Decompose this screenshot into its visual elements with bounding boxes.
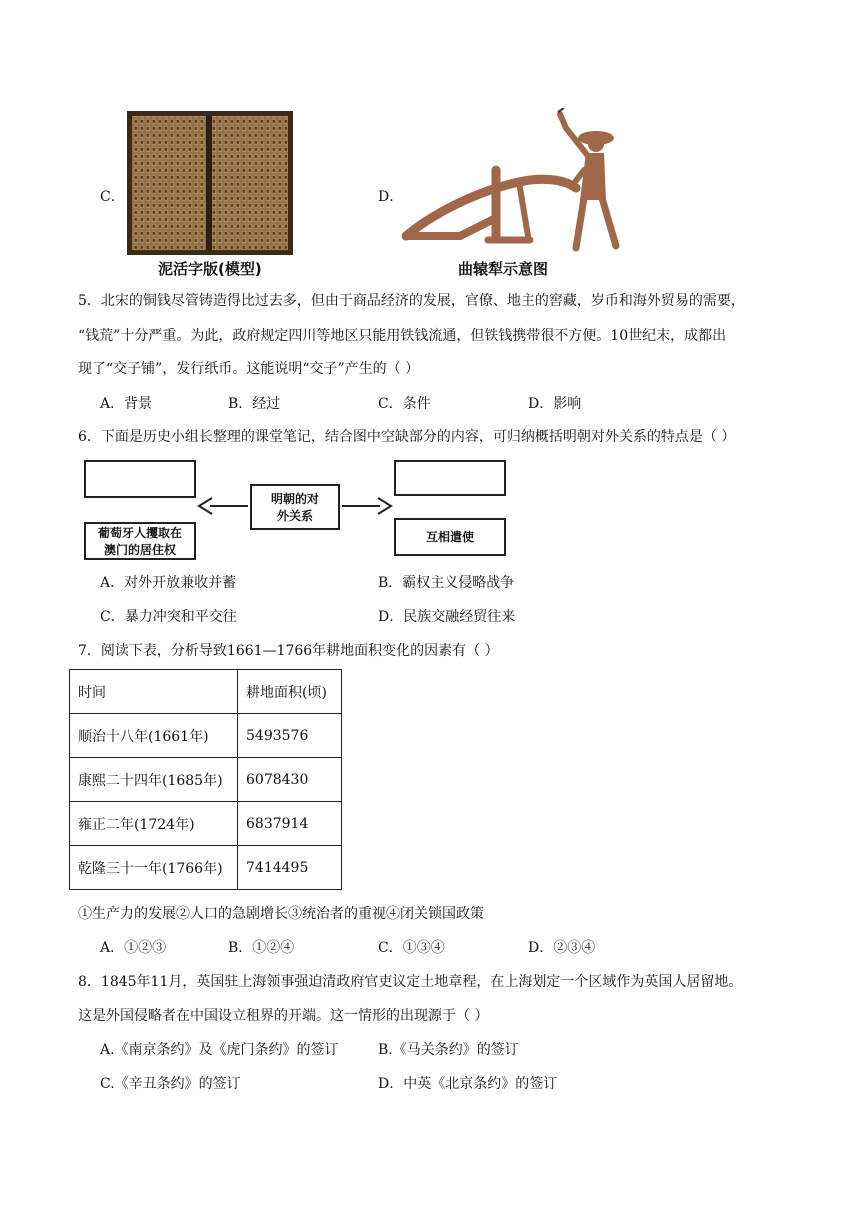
plough-image xyxy=(400,108,630,258)
q6-option-b: B．霸权主义侵略战争 xyxy=(378,575,515,591)
table-row xyxy=(70,846,342,890)
q8-option-c: C.《辛丑条约》的签订 xyxy=(100,1076,241,1092)
q7-factors: ①生产力的发展②人口的急剧增长③统治者的重视④闭关锁国政策 xyxy=(78,906,484,922)
option-d-letter: D． xyxy=(378,189,404,205)
q7-option-a: A．①②③ xyxy=(100,940,167,956)
curved-shaft-plough-illustration xyxy=(400,108,630,258)
diagram-box-bottom-left xyxy=(84,522,196,560)
table-cell-time: 顺治十八年(1661年) xyxy=(70,714,238,758)
table-header-row xyxy=(70,670,342,714)
q6-option-d: D．民族交融经贸往来 xyxy=(378,609,516,625)
table-row xyxy=(70,714,342,758)
diagram-box-bottom-right xyxy=(394,518,506,556)
q6-stem: 6．下面是历史小组长整理的课堂笔记，结合图中空缺部分的内容，可归纳概括明朝对外关系的特点是（ ） xyxy=(78,429,736,445)
q6-option-a: A．对外开放兼收并蓄 xyxy=(100,575,237,591)
q7-stem: 7．阅读下表，分析导致1661—1766年耕地面积变化的因素有（ ） xyxy=(78,643,499,659)
table-cell-time: 乾隆三十一年(1766年) xyxy=(70,846,238,890)
diagram-bottom-right-text: 互相遣使 xyxy=(425,530,474,544)
option-d-caption: 曲辕犁示意图 xyxy=(458,260,549,278)
diagram-center-line-1: 明朝的对 xyxy=(270,492,319,506)
table-header-time: 时间 xyxy=(70,670,238,714)
option-c-caption: 泥活字版(模型) xyxy=(158,260,262,278)
diagram-box-center xyxy=(250,484,340,530)
q7-option-b: B．①②④ xyxy=(228,940,295,956)
q5-option-d: D．影响 xyxy=(528,396,582,412)
q6-option-c: C．暴力冲突和平交往 xyxy=(100,609,237,625)
q8-line-2: 这是外国侵略者在中国设立租界的开端。这一情形的出现源于（ ） xyxy=(78,1008,489,1024)
table-header-area: 耕地面积(顷) xyxy=(238,670,342,714)
q8-option-b: B.《马关条约》的签订 xyxy=(378,1042,519,1058)
diagram-bottom-left-line-2: 澳门的居住权 xyxy=(103,543,176,557)
q8-option-a: A.《南京条约》及《虎门条约》的签订 xyxy=(100,1042,339,1058)
q8-option-d: D．中英《北京条约》的签订 xyxy=(378,1076,558,1092)
diagram-center-line-2: 外关系 xyxy=(276,509,313,523)
arrow-right-icon xyxy=(340,494,394,518)
diagram-box-top-left-blank xyxy=(84,460,196,498)
table-cell-area: 6837914 xyxy=(238,802,342,846)
q5-option-b: B．经过 xyxy=(228,396,281,412)
q7-option-c: C．①③④ xyxy=(378,940,445,956)
table-row xyxy=(70,802,342,846)
table-cell-area: 6078430 xyxy=(238,758,342,802)
table-cell-time: 雍正二年(1724年) xyxy=(70,802,238,846)
q5-option-a: A．背景 xyxy=(100,396,153,412)
arrow-left-icon xyxy=(196,494,250,518)
farmland-table xyxy=(69,669,342,890)
table-cell-area: 5493576 xyxy=(238,714,342,758)
q7-option-d: D．②③④ xyxy=(528,940,596,956)
diagram-box-top-right-blank xyxy=(394,460,506,496)
table-cell-area: 7414495 xyxy=(238,846,342,890)
table-cell-time: 康熙二十四年(1685年) xyxy=(70,758,238,802)
option-c-letter: C． xyxy=(100,189,125,205)
q5-line-2: “钱荒”十分严重。为此，政府规定四川等地区只能用铁钱流通，但铁钱携带很不方便。10世纪末，成都出 xyxy=(78,328,727,344)
diagram-bottom-left-line-1: 葡萄牙人攫取在 xyxy=(97,526,182,540)
movable-type-image xyxy=(127,111,293,255)
q5-line-1: 5．北宋的铜钱尽管铸造得比过去多，但由于商品经济的发展，官僚、地主的窖藏，岁币和海外贸易的需要， xyxy=(78,293,745,309)
q5-line-3: 现了“交子铺”，发行纸币。这能说明“交子”产生的（ ） xyxy=(78,361,420,377)
movable-type-illustration xyxy=(127,111,293,255)
q8-line-1: 8．1845年11月，英国驻上海领事强迫清政府官吏议定土地章程，在上海划定一个区域作为英国人居留地。 xyxy=(78,974,743,990)
q5-option-c: C．条件 xyxy=(378,396,431,412)
table-row xyxy=(70,758,342,802)
